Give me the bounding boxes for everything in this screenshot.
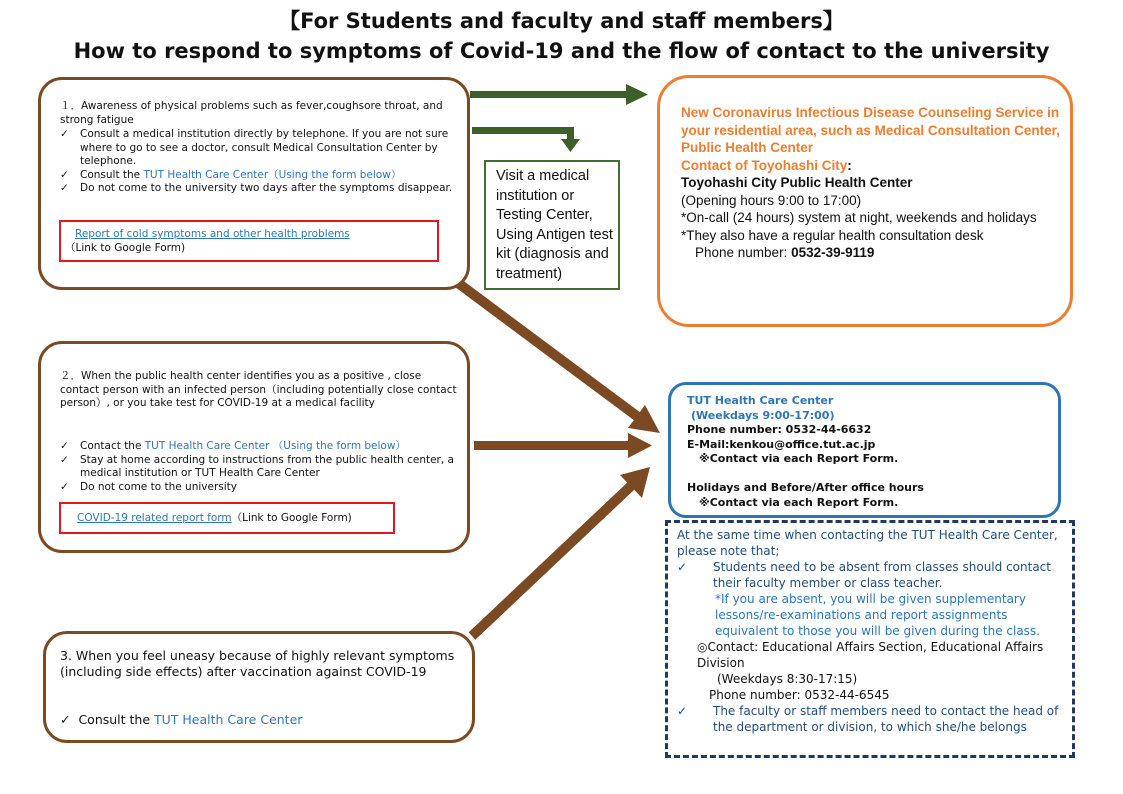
holidays-heading: Holidays and Before/After office hours: [687, 481, 924, 494]
report-form-box-1: [59, 220, 439, 262]
covid-report-form-link[interactable]: COVID-19 related report form: [77, 512, 232, 524]
public-health-center-name: Toyohashi City Public Health Center: [681, 175, 913, 190]
green-arrow-to-counseling: [470, 84, 648, 105]
staff-contact-note: ✓ The faculty or staff members need to contact the head of the department or division, to which she/he belongs: [677, 704, 1059, 734]
on-call-note: *On-call (24 hours) system at night, weekends and holidays: [681, 210, 1037, 225]
box2-item-no-campus: ✓ Do not come to the university: [60, 480, 237, 493]
educational-affairs-hours: (Weekdays 8:30-17:15): [717, 672, 858, 686]
counseling-service-box: [657, 75, 1073, 327]
page-title-line2: How to respond to symptoms of Covid-19 and the flow of contact to the university: [73, 39, 1050, 63]
health-care-center-title: TUT Health Care Center: [687, 394, 834, 407]
symptom-box-3: [43, 631, 475, 743]
health-care-center-email[interactable]: E-Mail:kenkou@office.tut.ac.jp: [687, 437, 876, 451]
box1-item-no-campus: ✓ Do not come to the university two days after the symptoms disappear.: [60, 182, 453, 194]
box1-list: [60, 128, 456, 196]
check-icon: ✓: [60, 712, 71, 727]
medical-institution-box: [484, 160, 620, 290]
tut-health-care-link[interactable]: TUT Health Care Center（Using the form below）: [143, 168, 402, 181]
additional-notes-box: [665, 520, 1075, 758]
opening-hours: (Opening hours 9:00 to 17:00): [681, 192, 862, 208]
counseling-service-title: New Coronavirus Infectious Disease Counseling Service in your residential area, such as Medical Consultation Center, Public Health Center: [681, 105, 1060, 155]
supplementary-lessons-note: *If you are absent, you will be given supplementary lessons/re-examinations and report assignments equivalent to those you will be given during the class.: [715, 592, 1041, 638]
box1-item-consult: ✓ Consult the TUT Health Care Center（Using the form below）: [60, 168, 402, 181]
medical-institution-text: Visit a medical institution or Testing Center, Using Antigen test kit (diagnosis and treatment): [496, 168, 613, 282]
box2-item-stay-home: ✓ Stay at home according to instructions from the public health center, a medical institution or TUT Health Care Center: [60, 453, 454, 479]
check-icon: ✓: [677, 704, 688, 718]
check-icon: ✓: [60, 440, 69, 452]
check-icon: ✓: [60, 182, 69, 194]
check-icon: ✓: [60, 128, 69, 140]
notes-intro: At the same time when contacting the TUT Health Care Center, please note that;: [677, 528, 1058, 558]
report-form-note-2: ※Contact via each Report Form.: [699, 495, 899, 509]
check-icon: ✓: [60, 453, 69, 466]
cold-symptoms-report-link[interactable]: Report of cold symptoms and other health problems: [75, 228, 350, 240]
box1-heading: １．Awareness of physical problems such as fever,coughsore throat, and strong fatigue: [60, 100, 443, 126]
box1-item-phone: ✓ Consult a medical institution directly by telephone. If you are not sure where to go to see a doctor, consult Medical Consultation Center by telephone.: [60, 128, 449, 167]
google-form-note-2: （Link to Google Form): [231, 512, 352, 524]
page-title-line1: 【For Students and faculty and staff members】: [279, 9, 844, 33]
box2-heading: ２．When the public health center identifies you as a positive , close contact person with an infected person（including potentially close contact person）, or you take test for COVID-19 at a medical facility: [60, 370, 457, 409]
toyohashi-phone: Phone number: 0532-39-9119: [695, 245, 875, 260]
brown-arrow-box3-to-health-center: [472, 467, 650, 636]
educational-affairs-phone: Phone number: 0532-44-6545: [709, 688, 890, 702]
educational-affairs-contact: ◎Contact: Educational Affairs Section, Educational Affairs Division: [697, 640, 1044, 670]
tut-health-care-link-2[interactable]: TUT Health Care Center （Using the form below）: [144, 440, 406, 452]
brown-arrow-box1-to-health-center: [458, 283, 660, 433]
check-icon: ✓: [60, 480, 69, 493]
toyohashi-contact-heading: Contact of Toyohashi City:: [681, 157, 852, 173]
consultation-desk-note: *They also have a regular health consultation desk: [681, 227, 984, 243]
check-icon: ✓: [60, 168, 69, 181]
tut-health-care-link-3[interactable]: TUT Health Care Center: [154, 712, 303, 727]
health-care-center-phone: Phone number: 0532-44-6632: [687, 423, 872, 436]
check-icon: ✓: [677, 560, 688, 574]
symptom-box-2: [38, 341, 470, 553]
box3-item-consult: ✓ Consult the TUT Health Care Center: [60, 712, 303, 727]
symptom-box-1: [38, 77, 470, 290]
health-care-center-hours: (Weekdays 9:00-17:00): [691, 408, 835, 422]
report-form-box-2: [59, 502, 395, 534]
box3-heading: 3. When you feel uneasy because of highly relevant symptoms (including side effects) after vaccination against COVID-19: [60, 648, 455, 679]
health-care-center-box: [668, 382, 1061, 518]
report-form-note-1: ※Contact via each Report Form.: [699, 452, 899, 465]
brown-arrow-box2-to-health-center: [474, 433, 652, 458]
box2-list: [60, 440, 456, 494]
google-form-note-1: （Link to Google Form): [65, 242, 186, 254]
green-arrow-to-medical: [472, 127, 580, 152]
box2-item-contact: ✓ Contact the TUT Health Care Center （Using the form below）: [60, 440, 406, 452]
students-absence-note: ✓ Students need to be absent from classes should contact their faculty member or class teacher.: [677, 560, 1051, 590]
